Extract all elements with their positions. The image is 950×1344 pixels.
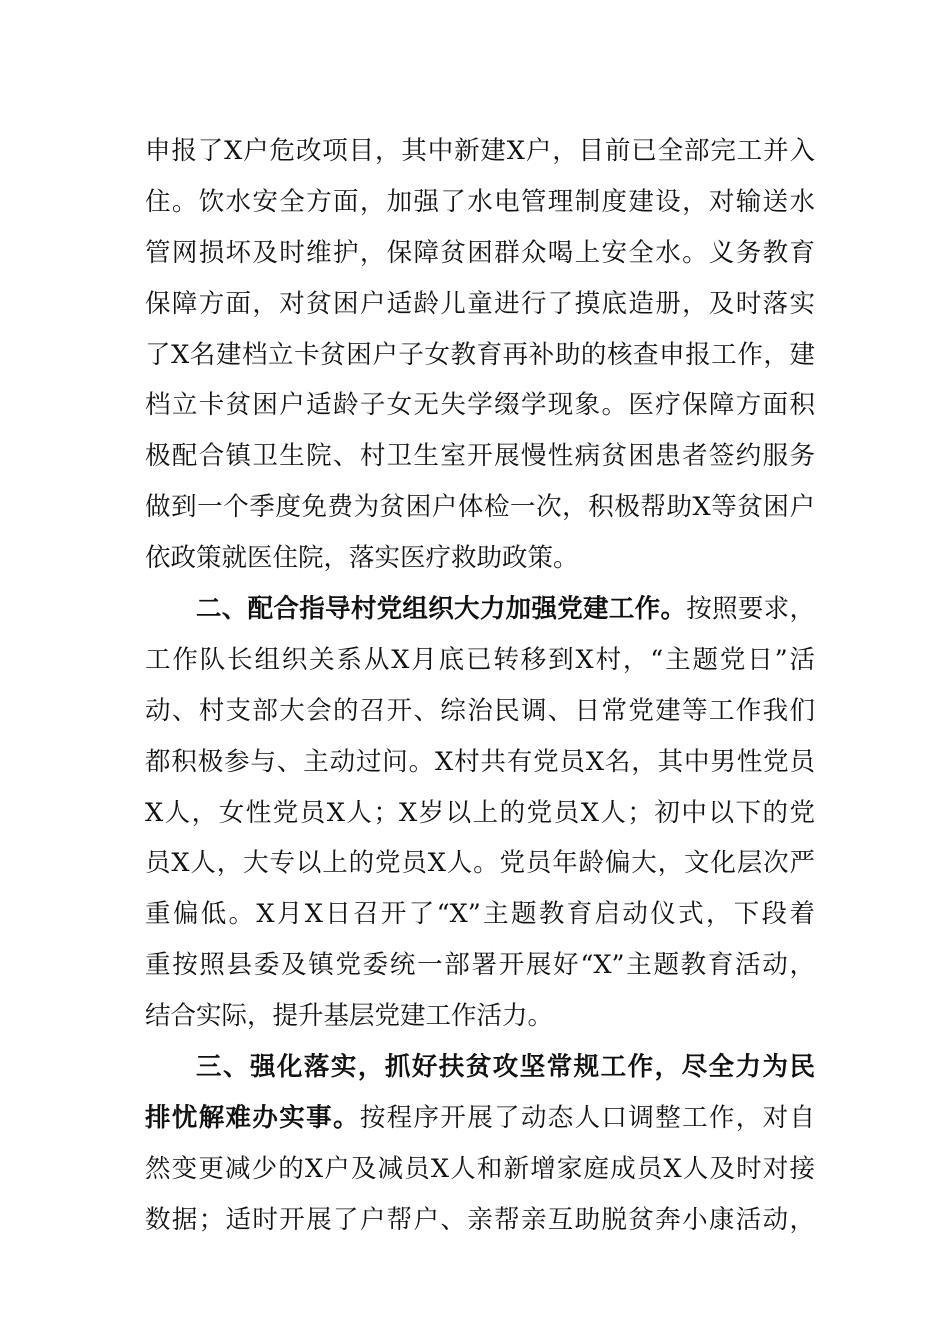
text-line bbox=[145, 1093, 815, 1144]
section-heading: 排忧解难办实事。 bbox=[145, 1102, 360, 1133]
paragraph-housing-water-education-medical bbox=[145, 126, 815, 584]
text-line: 动、村支部大会的召开、综治民调、日常党建等工作我们 bbox=[145, 695, 815, 726]
section-heading: 二、配合指导村党组织大力加强党建工作。 bbox=[196, 594, 687, 625]
text-line: 管网损坏及时维护，保障贫困群众喝上安全水。义务教育 bbox=[145, 237, 815, 268]
text-line: 了X名建档立卡贫困户子女教育再补助的核查申报工作，建 bbox=[145, 339, 815, 370]
paragraph-party-building bbox=[145, 584, 815, 1042]
section-heading: 三、强化落实，抓好扶贫攻坚常规工作，尽全力为民 bbox=[196, 1052, 815, 1083]
text-fragment: 按照要求， bbox=[686, 594, 815, 625]
text-line: 做到一个季度免费为贫困户体检一次，积极帮助X等贫困户 bbox=[145, 492, 815, 523]
text-line: 员X人，大专以上的党员X人。党员年龄偏大，文化层次严 bbox=[145, 848, 815, 879]
text-line: 申报了X户危改项目，其中新建X户，目前已全部完工并入 bbox=[145, 136, 815, 166]
text-line: 住。饮水安全方面，加强了水电管理制度建设，对输送水 bbox=[145, 186, 815, 217]
text-line: 重偏低。X月X日召开了“X”主题教育启动仪式，下段着 bbox=[145, 899, 815, 930]
paragraph-poverty-alleviation bbox=[145, 1042, 815, 1246]
text-line: 都积极参与、主动过问。X村共有党员X名，其中男性党员 bbox=[145, 746, 815, 777]
text-line: 结合实际，提升基层党建工作活力。 bbox=[145, 1001, 554, 1032]
text-line: 重按照县委及镇党委统一部署开展好“X”主题教育活动， bbox=[145, 950, 815, 981]
text-fragment: 按程序开展了动态人口调整工作，对自 bbox=[359, 1102, 815, 1133]
text-line: 数据；适时开展了户帮户、亲帮亲互助脱贫奔小康活动， bbox=[145, 1204, 815, 1235]
text-line: 然变更减少的X户及减员X人和新增家庭成员X人及时对接 bbox=[145, 1153, 815, 1184]
text-line: 档立卡贫困户适龄子女无失学缀学现象。医疗保障方面积 bbox=[145, 390, 815, 421]
text-line bbox=[145, 584, 815, 635]
text-line: 保障方面，对贫困户适龄儿童进行了摸底造册，及时落实 bbox=[145, 288, 815, 319]
document-body bbox=[145, 126, 815, 1246]
text-line: 极配合镇卫生院、村卫生室开展慢性病贫困患者签约服务 bbox=[145, 441, 815, 472]
text-line: X人，女性党员X人；X岁以上的党员X人；初中以下的党 bbox=[145, 797, 815, 828]
text-line: 依政策就医住院，落实医疗救助政策。 bbox=[145, 543, 579, 574]
text-line: 工作队长组织关系从X月底已转移到X村，“主题党日”活 bbox=[145, 644, 815, 675]
